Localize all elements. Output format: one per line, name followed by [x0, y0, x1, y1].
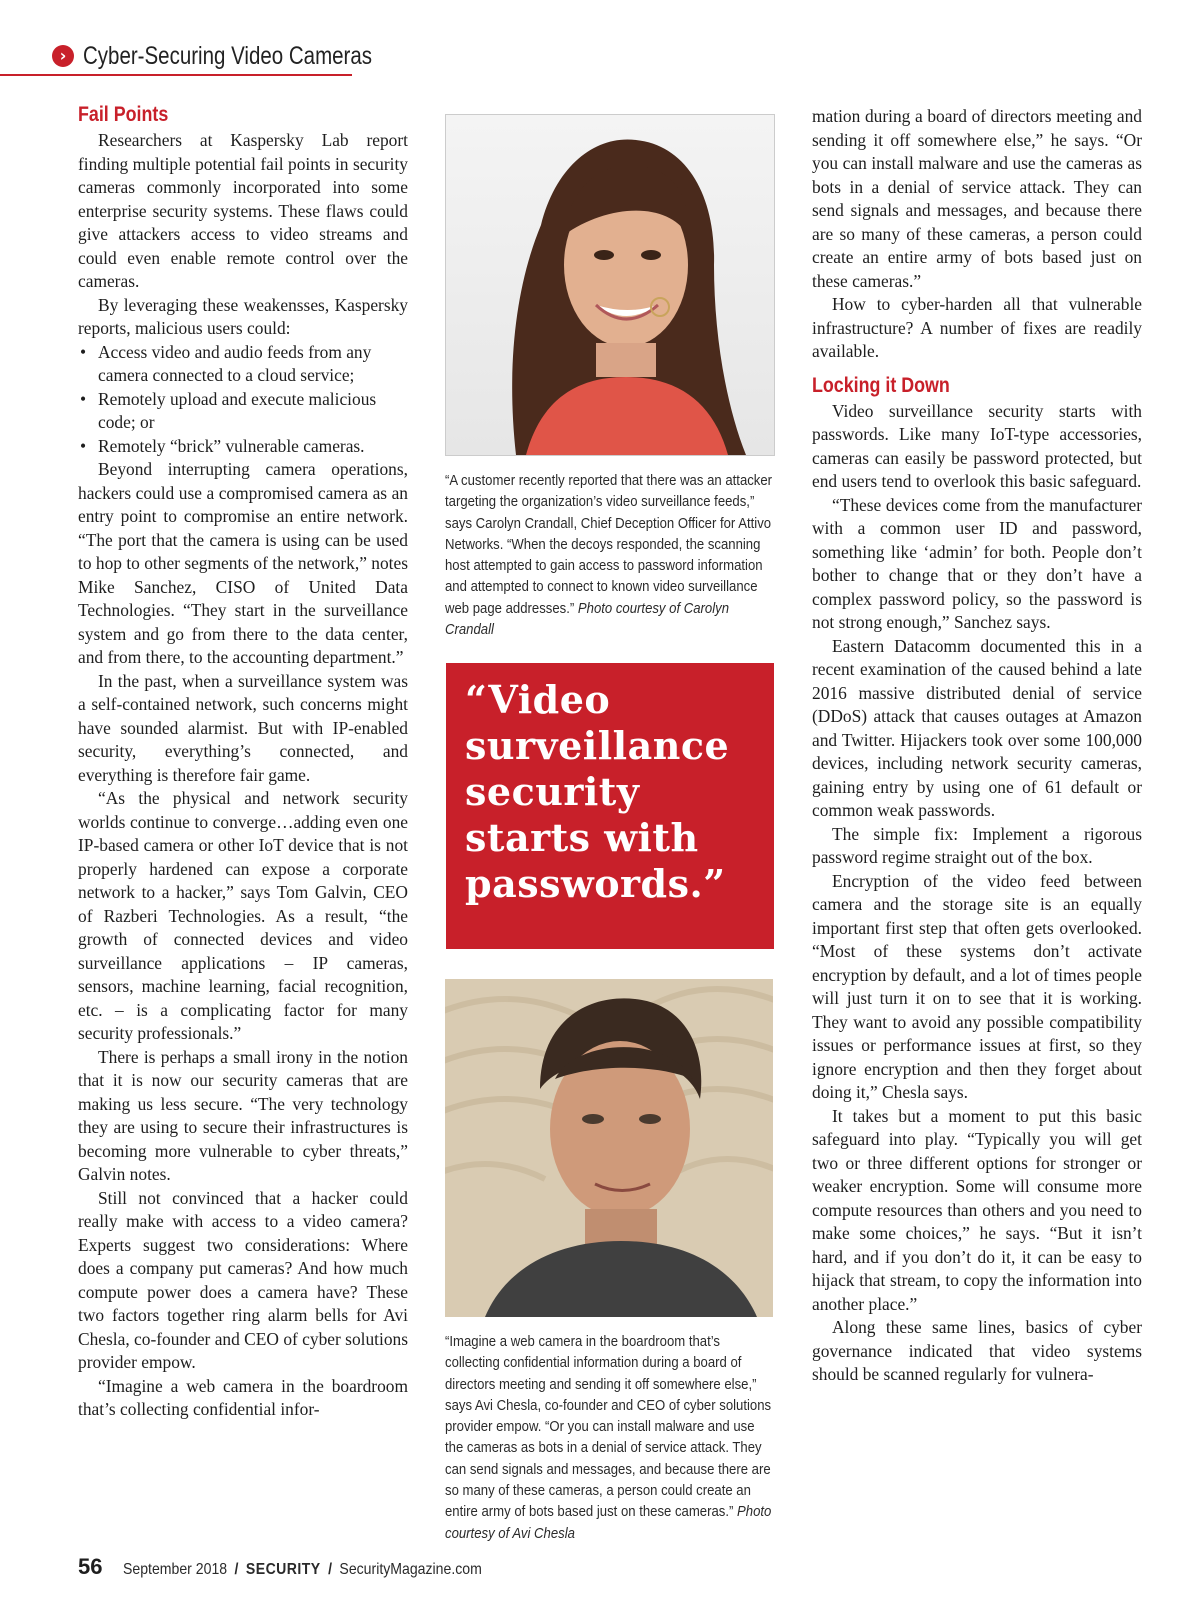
bullet-item: • Access video and audio feeds from any camera connected to a cloud service; [78, 341, 408, 388]
paragraph: There is perhaps a small irony in the notion that it is now our security cameras that are making us less secure. “The very technology they are using to secure their infrastructures is becoming more vulnerable to cyber threats,” Galvin notes. [78, 1046, 408, 1184]
section-title: Cyber-Securing Video Cameras [83, 42, 373, 70]
caption-text: “A customer recently reported that there was an attacker targeting the organization’s video surveillance feeds,” says Carolyn Crandall, Chief Deception Officer for Attivo Networks. “When the decoys responded, the scanning host attempted to gain access to password information and attempted to connect to known video surveillance web page addresses.” [445, 473, 773, 617]
paragraph: Along these same lines, basics of cyber governance indicated that video systems should be scanned regularly for vulnera- [812, 1317, 1142, 1384]
footer-separator: / [234, 1561, 239, 1578]
chevron-right-icon: › [52, 45, 74, 67]
paragraph: mation during a board of directors meeting and sending it off somewhere else,” he says. “Or you can install malware and use the cameras as bots in a denial of service attack. They can send signals and messages, and because there are so many of these cameras, a person could create an entire army of bots based just on these cameras.” [812, 106, 1142, 291]
paragraph: Beyond interrupting camera operations, hackers could use a compromised camera as an entry point to compromise an entire network. “The port that the camera is using can be used to hop to other segments of the network,” notes Mike Sanchez, CISO of United Data Technologies. “They start in the surveillance system and go from there to the data center, and from there, to the accounting department.” [78, 459, 408, 667]
footer-text [123, 1561, 482, 1579]
paragraph: The simple fix: Implement a rigorous password regime straight out of the box. [812, 823, 1142, 867]
subheading-locking-it-down: Locking it Down [812, 373, 950, 397]
page-number: 56 [78, 1554, 103, 1579]
photo-caption-1 [445, 471, 775, 641]
paragraph: “Imagine a web camera in the boardroom that’s collecting confidential infor- [78, 1375, 408, 1419]
issue-date: September 2018 [122, 1561, 228, 1578]
paragraph: In the past, when a surveillance system was a self-contained network, such concerns might have sounded alarmist. But with IP-enabled security, everything’s connected, and everything is therefore fair game. [78, 670, 408, 785]
magazine-website: SecurityMagazine.com [339, 1561, 482, 1578]
bullet-item: • Remotely upload and execute malicious code; or [78, 388, 408, 435]
portrait-photo-woman [445, 114, 775, 456]
photo-caption-2 [445, 1332, 775, 1545]
paragraph: “These devices come from the manufacturer with a common user ID and password, something like ‘admin’ for both. People don’t bother to change that or they don’t have a complex password policy, so the password is not strong enough,” Sanchez says. [812, 494, 1142, 632]
pull-quote [446, 663, 774, 949]
paragraph: It takes but a moment to put this basic safeguard into play. “Typically you will get two or three different options for stronger or weaker encryption. Some will consume more compute resources than others and you need to make some choices,” he says. “But it isn’t hard, and if you don’t do it, it can be easy to hijack that stream, to copy the information into another place.” [812, 1105, 1142, 1314]
page-footer [78, 1554, 531, 1580]
pull-quote-text: “Video surveillance security starts with passwords.” [465, 677, 730, 906]
photo-credit: Photo courtesy of Avi Chesla [445, 1504, 772, 1542]
magazine-name: SECURITY [245, 1561, 321, 1578]
bullet-list [78, 341, 408, 459]
footer-separator: / [328, 1561, 332, 1578]
bullet-item: • Remotely “brick” vulnerable cameras. [78, 435, 408, 459]
paragraph: Researchers at Kaspersky Lab report finding multiple potential fail points in security cameras commonly incorporated into some enterprise security systems. These flaws could give attackers access to video streams and could even enable remote control over the cameras. [78, 130, 408, 291]
subheading-fail-points: Fail Points [78, 103, 169, 126]
article-column-1 [78, 102, 408, 1422]
paragraph: “As the physical and network security worlds continue to converge…adding even one IP-based camera or other IoT device that is not properly hardened can expose a corporate network to a hacker,” says Tom Galvin, CEO of Razberi Technologies. As a result, “the growth of connected devices and video surveillance applications – IP cameras, sensors, machine learning, facial recognition, etc. – is a complicating factor for many security professionals.” [78, 788, 408, 1043]
paragraph: Still not convinced that a hacker could really make with access to a video camera? Experts suggest two considerations: Where does a company put cameras? And how much compute power does a camera have? These two factors together ring alarm bells for Avi Chesla, co-founder and CEO of cyber solutions provider empow. [78, 1187, 408, 1372]
paragraph: Video surveillance security starts with passwords. Like many IoT-type accessories, cameras can easily be password protected, but end users tend to overlook this basic safeguard. [812, 400, 1142, 491]
paragraph: Encryption of the video feed between camera and the storage site is an equally important first step that often gets overlooked. “Most of these systems don’t activate encryption by default, and a lot of times people will just turn it on to see that it is working. They want to avoid any possible compatibility issues or performance issues at first, so they ignore encryption and then they forget about doing it,” Chesla says. [812, 870, 1142, 1102]
article-column-3 [812, 105, 1142, 1387]
section-header [0, 40, 373, 76]
paragraph: Eastern Datacomm documented this in a recent examination of the caused behind a late 2016 massive distributed denial of service (DDoS) attack that causes outages at Amazon and Twitter. Hijackers took over some 100,000 devices, including network security cameras, gaining entry by using one of 61 default or common weak passwords. [812, 635, 1142, 820]
paragraph: By leveraging these weakensses, Kaspersky reports, malicious users could: [78, 294, 408, 338]
portrait-photo-man [445, 979, 773, 1317]
paragraph: How to cyber-harden all that vulnerable infrastructure? A number of fixes are readily available. [812, 294, 1142, 361]
caption-text: “Imagine a web camera in the boardroom that’s collecting confidential information during a board of directors meeting and sending it off somewhere else,” says Avi Chesla, co-founder and CEO of cyber solutions provider empow. “Or you can install malware and use the cameras as bots in a denial of service attack. They can send signals and messages, and because there are so many of these cameras, a person could create an entire army of bots based just on these cameras.” [445, 1334, 772, 1521]
photo-credit: Photo courtesy of Carolyn Crandall [445, 600, 730, 639]
